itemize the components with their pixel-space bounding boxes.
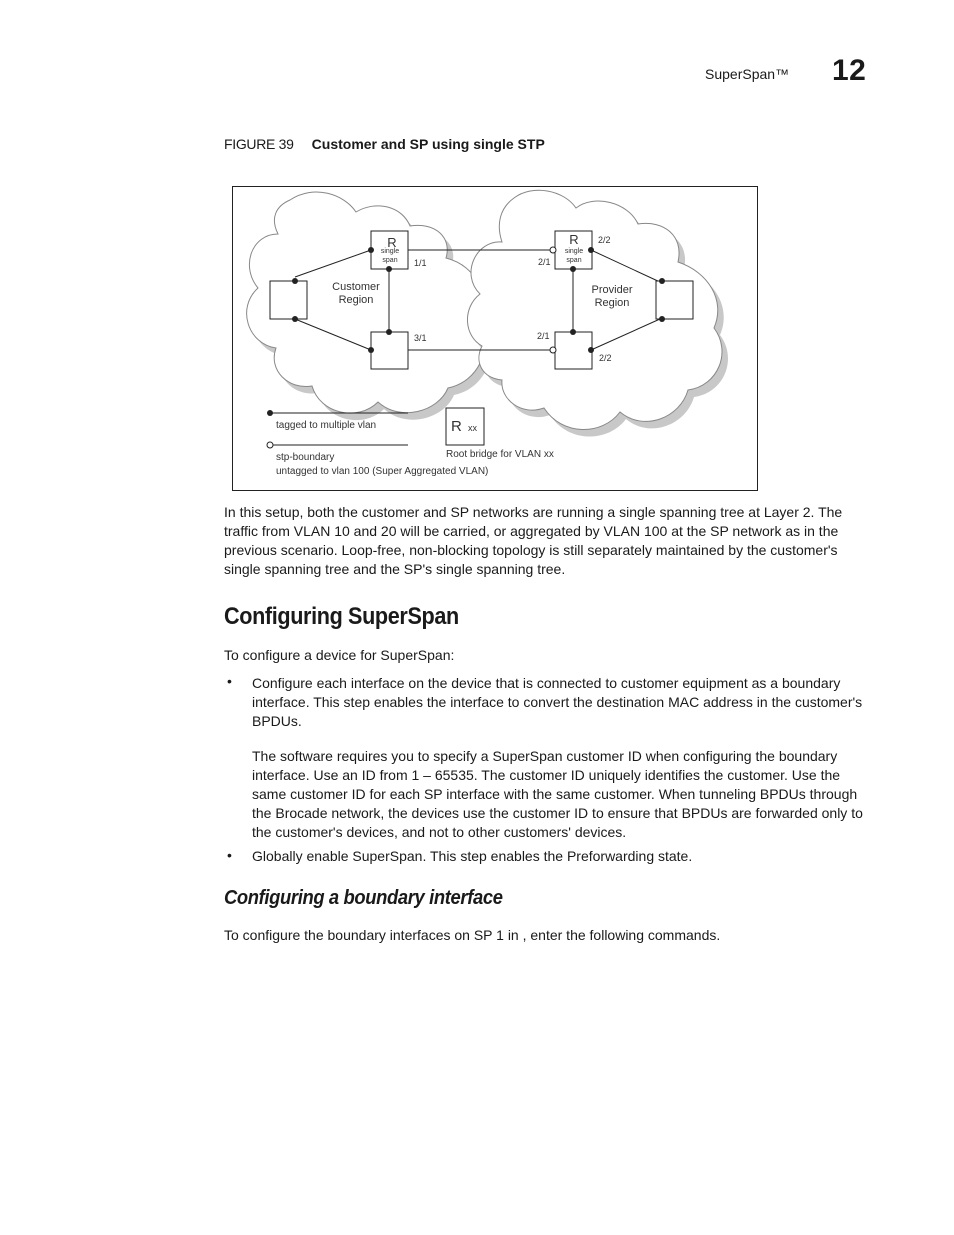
legend-tagged: tagged to multiple vlan: [276, 420, 377, 431]
figure-label: FIGURE 39: [224, 136, 294, 152]
port-label-p-top-right: 2/2: [598, 235, 611, 245]
legend-boundary: stp-boundary: [276, 452, 335, 463]
customer-root-letter: R: [387, 235, 397, 250]
customer-region-label-1: Customer: [332, 281, 380, 293]
section-heading: Configuring SuperSpan: [224, 603, 459, 630]
customer-single-label: single: [380, 248, 400, 255]
bullet-marker-2: •: [227, 847, 232, 863]
bullet-item-1-note: The software requires you to specify a SuperSpan customer ID when configuring the boundary interface. Use an ID from 1 – 65535. The customer ID uniquely identifies the customer. Use the same customer ID for each SP interface with the same customer. When tunneling BPDUs through the Brocade network, the devices use the customer ID to ensure that BPDUs are forwarded only to the customer's devices, and not to other customers' devices.: [252, 748, 863, 840]
port-label-p-bottom-left: 2/1: [537, 331, 550, 341]
legend-root-letter: R: [451, 418, 462, 435]
provider-region-label-2: Region: [594, 297, 630, 309]
bullet-marker-1: •: [227, 673, 232, 689]
port-label-p-top-left: 2/1: [538, 257, 551, 267]
running-header-title: SuperSpan™: [705, 66, 790, 82]
provider-single-label: single: [564, 248, 584, 255]
port-label-p-bottom-right: 2/2: [599, 353, 612, 363]
provider-root-letter: R: [569, 232, 579, 247]
provider-region-label-1: Provider: [591, 284, 633, 296]
customer-region-label-2: Region: [338, 294, 374, 306]
provider-span-label: span: [566, 257, 582, 264]
legend-root-sub: xx: [468, 423, 477, 433]
intro-paragraph: In this setup, both the customer and SP networks are running a single spanning tree at Layer 2. The traffic from VLAN 10 and 20 will be carried, or aggregated by VLAN 100 at the SP network as in the previous scenario. Loop-free, non-blocking topology is still separately maintained by the customer's single spanning tree and the SP's single spanning tree.: [224, 504, 843, 577]
network-diagram-svg: [232, 186, 758, 491]
customer-left-switch: [270, 281, 307, 319]
bullet-item-1: Configure each interface on the device that is connected to customer equipment as a boundary interface. This step enables the interface to convert the destination MAC address in the customer's BPDUs.: [252, 675, 863, 729]
subsection-text: To configure the boundary interfaces on SP 1 in , enter the following commands.: [224, 927, 721, 943]
legend-untagged: untagged to vlan 100 (Super Aggregated VLAN): [276, 466, 489, 477]
figure-caption: [224, 136, 545, 152]
bullet-item-2: Globally enable SuperSpan. This step enables the Preforwarding state.: [252, 848, 693, 864]
port-label-1-1: 1/1: [414, 258, 427, 268]
figure-title: Customer and SP using single STP: [311, 136, 545, 152]
chapter-number: 12: [832, 54, 867, 87]
provider-right-switch: [656, 281, 693, 319]
port-label-3-1: 3/1: [414, 333, 427, 343]
customer-bottom-switch: [371, 332, 408, 369]
provider-bottom-switch: [555, 332, 592, 369]
legend-root-desc: Root bridge for VLAN xx: [446, 449, 554, 460]
customer-span-label: span: [382, 257, 398, 264]
network-diagram: [232, 186, 758, 491]
subsection-heading: Configuring a boundary interface: [224, 887, 503, 909]
section-intro: To configure a device for SuperSpan:: [224, 647, 455, 663]
